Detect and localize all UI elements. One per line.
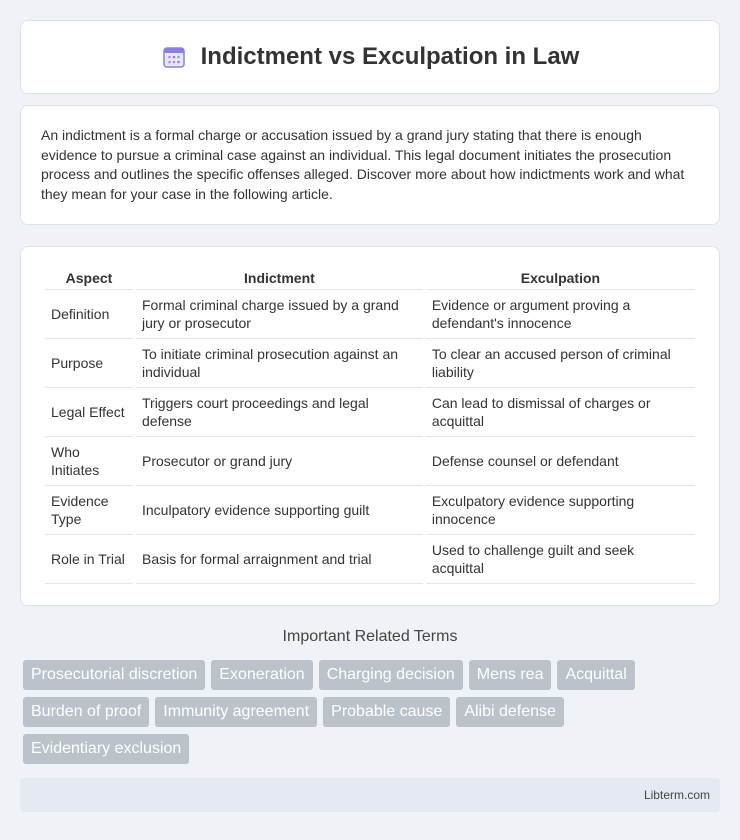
table-row xyxy=(45,486,695,535)
comparison-table xyxy=(42,267,698,584)
cell-indictment: Basis for formal arraignment and trial xyxy=(136,535,423,584)
cell-exculpation: Exculpatory evidence supporting innocence xyxy=(426,486,695,535)
tag-mens-rea[interactable]: Mens rea xyxy=(469,660,552,690)
table-row xyxy=(45,339,695,388)
tag-burden-of-proof[interactable]: Burden of proof xyxy=(23,697,149,727)
footer xyxy=(20,778,720,812)
cell-exculpation: Can lead to dismissal of charges or acquittal xyxy=(426,388,695,437)
cell-aspect: Legal Effect xyxy=(45,388,133,437)
header-indictment: Indictment xyxy=(136,267,423,290)
related-terms-title: Important Related Terms xyxy=(282,628,458,645)
header-card xyxy=(20,20,720,94)
comparison-table-card xyxy=(20,246,720,606)
calendar-grid-icon xyxy=(161,44,187,70)
table-header-row xyxy=(45,267,695,290)
cell-indictment: Prosecutor or grand jury xyxy=(136,437,423,486)
tag-acquittal[interactable]: Acquittal xyxy=(557,660,634,690)
table-row xyxy=(45,388,695,437)
tag-prosecutorial-discretion[interactable]: Prosecutorial discretion xyxy=(23,660,205,690)
tag-exoneration[interactable]: Exoneration xyxy=(211,660,312,690)
cell-exculpation: Defense counsel or defendant xyxy=(426,437,695,486)
tag-immunity-agreement[interactable]: Immunity agreement xyxy=(155,697,317,727)
cell-indictment: Inculpatory evidence supporting guilt xyxy=(136,486,423,535)
table-row xyxy=(45,535,695,584)
header-exculpation: Exculpation xyxy=(426,267,695,290)
cell-exculpation: To clear an accused person of criminal liability xyxy=(426,339,695,388)
table-row xyxy=(45,437,695,486)
footer-site-link[interactable]: Libterm.com xyxy=(643,788,710,802)
tag-alibi-defense[interactable]: Alibi defense xyxy=(456,697,564,727)
intro-card xyxy=(20,105,720,225)
tag-charging-decision[interactable]: Charging decision xyxy=(319,660,463,690)
cell-aspect: Role in Trial xyxy=(45,535,133,584)
cell-indictment: Triggers court proceedings and legal defense xyxy=(136,388,423,437)
cell-aspect: Purpose xyxy=(45,339,133,388)
cell-exculpation: Used to challenge guilt and seek acquittal xyxy=(426,535,695,584)
cell-indictment: To initiate criminal prosecution against an individual xyxy=(136,339,423,388)
cell-aspect: Evidence Type xyxy=(45,486,133,535)
page-title: Indictment vs Exculpation in Law xyxy=(200,43,580,70)
related-terms-list xyxy=(20,660,720,764)
table-row xyxy=(45,290,695,339)
cell-exculpation: Evidence or argument proving a defendant's innocence xyxy=(426,290,695,339)
cell-indictment: Formal criminal charge issued by a grand jury or prosecutor xyxy=(136,290,423,339)
tag-evidentiary-exclusion[interactable]: Evidentiary exclusion xyxy=(23,734,189,764)
intro-text: An indictment is a formal charge or accusation issued by a grand jury stating that there is enough evidence to pursue a criminal case against an individual. This legal document initiates the prosecution process and outlines the specific offenses alleged. Discover more about how indictments work and what they mean for your case in the following article. xyxy=(41,127,685,202)
header-aspect: Aspect xyxy=(45,267,133,290)
tag-probable-cause[interactable]: Probable cause xyxy=(323,697,450,727)
cell-aspect: Who Initiates xyxy=(45,437,133,486)
cell-aspect: Definition xyxy=(45,290,133,339)
